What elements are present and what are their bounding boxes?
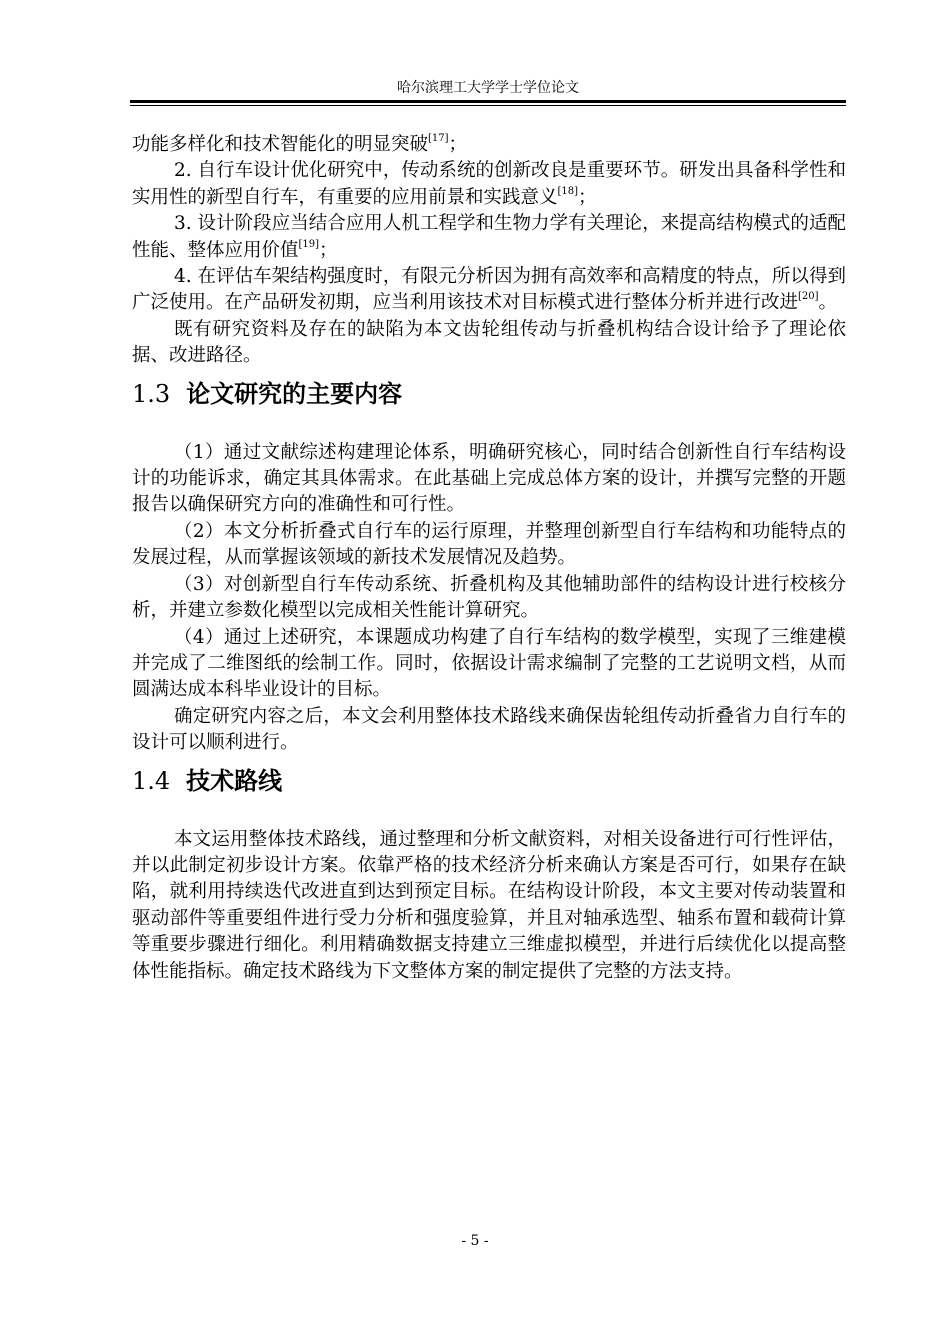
paragraph: （3）对创新型自行车传动系统、折叠机构及其他辅助部件的结构设计进行校核分析，并建立参数化模型以完成相关性能计算研究。 [132,573,846,622]
list-item: 4. 在评估车架结构强度时，有限元分析因为拥有高效率和高精度的特点，所以得到广泛使用。在产品研发初期，应当利用该技术对目标模式进行整体分析并进行改进[20]。 [132,266,846,314]
citation: [17] [428,133,449,144]
paragraph: 本文运用整体技术路线，通过整理和分析文献资料，对相关设备进行可行性评估，并以此制定初步设计方案。依靠严格的技术经济分析来确认方案是否可行，如果存在缺陷，就利用持续迭代改进直到达到预定目标。在结构设计阶段，本文主要对传动装置和驱动部件等重要组件进行受力分析和强度验算，并且对轴承选型、轴系布置和载荷计算等重要步骤进行细化。利用精确数据支持建立三维虚拟模型，并进行后续优化以提高整体性能指标。确定技术路线为下文整体方案的制定提供了完整的方法支持。 [132,828,846,982]
list-item: 2. 自行车设计优化研究中，传动系统的创新改良是重要环节。研发出具备科学性和实用性的新型自行车，有重要的应用前景和实践意义[18]； [132,160,846,208]
citation: [18] [557,185,579,197]
page-number: - 5 - [461,1233,489,1249]
section-heading: 1.4 技术路线 [132,766,283,795]
paragraph-continuation: 功能多样化和技术智能化的明显突破[17]； [132,133,468,155]
citation: [19] [298,238,320,250]
list-item: 3. 设计阶段应当结合应用人机工程学和生物力学有关理论，来提高结构模式的适配性能、整体应用价值[19]； [132,213,846,261]
header-rule [130,100,846,106]
paragraph: （2）本文分析折叠式自行车的运行原理，并整理创新型自行车结构和功能特点的发展过程，从而掌握该领域的新技术发展情况及趋势。 [132,520,846,569]
page-header: 哈尔滨理工大学学士学位论文 [397,80,579,96]
paragraph: （4）通过上述研究，本课题成功构建了自行车结构的数学模型，实现了三维建模并完成了二维图纸的绘制工作。同时，依据设计需求编制了完整的工艺说明文档，从而圆满达成本科毕业设计的目标。 [132,626,846,701]
paragraph: （1）通过文献综述构建理论体系，明确研究核心，同时结合创新性自行车结构设计的功能诉求，确定其具体需求。在此基础上完成总体方案的设计，并撰写完整的开题报告以确保研究方向的准确性和可行性。 [132,441,846,516]
section-heading: 1.3 论文研究的主要内容 [132,379,403,408]
paragraph: 既有研究资料及存在的缺陷为本文齿轮组传动与折叠机构结合设计给予了理论依据、改进路径。 [132,318,846,367]
paragraph: 确定研究内容之后，本文会利用整体技术路线来确保齿轮组传动折叠省力自行车的设计可以顺利进行。 [132,705,846,754]
citation: [20] [798,291,819,303]
document-body [132,132,846,985]
